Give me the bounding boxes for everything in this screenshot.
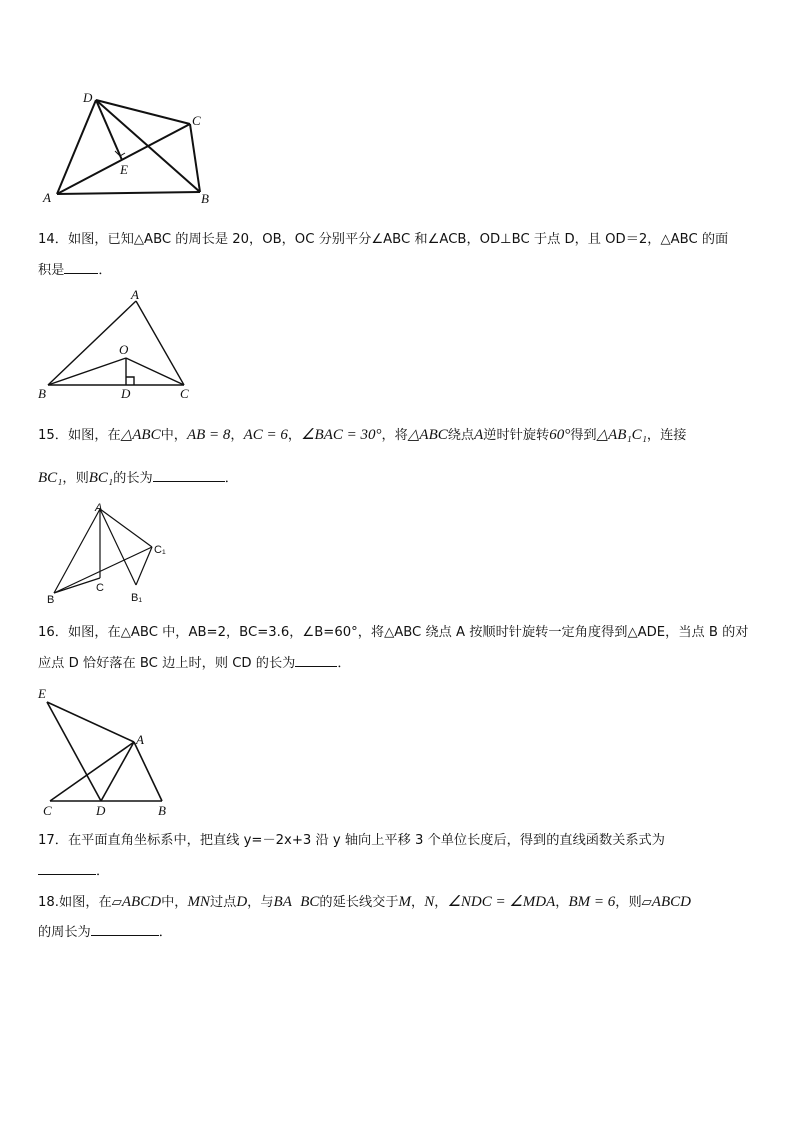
- label-a: A: [131, 287, 139, 302]
- label-c: C: [96, 582, 104, 594]
- label-b: B: [201, 191, 209, 206]
- question-17: [38, 825, 758, 887]
- text: 的长为: [113, 471, 153, 486]
- question-number: 17．: [38, 833, 68, 848]
- question-15: [38, 414, 758, 500]
- math: 60°: [549, 427, 571, 443]
- text: ，: [411, 895, 425, 910]
- text: 逆时针旋转: [483, 428, 550, 443]
- answer-blank[interactable]: [64, 259, 98, 274]
- question-number: 15．: [38, 428, 68, 443]
- text: ，: [555, 895, 569, 910]
- math: BM = 6: [568, 894, 616, 910]
- label-c1: C₁: [154, 544, 166, 556]
- math: AC = 6: [243, 427, 288, 443]
- text: 如图，在: [67, 428, 121, 443]
- math: AB = 8: [186, 427, 231, 443]
- label-e: E: [120, 162, 128, 177]
- math: D: [236, 894, 248, 910]
- text: ，连接: [646, 428, 687, 443]
- label-a: A: [43, 190, 51, 205]
- math: △AB₁C₁: [596, 427, 647, 443]
- label-c: C: [192, 113, 201, 128]
- math: ∠BAC = 30°: [301, 427, 382, 443]
- text: 得到: [570, 428, 597, 443]
- text: ，: [434, 895, 448, 910]
- question-18: [38, 887, 758, 948]
- answer-blank[interactable]: [38, 860, 96, 875]
- label-d: D: [96, 803, 106, 818]
- text: 过点: [209, 895, 237, 910]
- math: BC: [300, 894, 320, 910]
- question-14: [38, 224, 758, 286]
- text: 的延长线交于: [319, 895, 399, 910]
- label-c: C: [180, 386, 189, 401]
- text: ，则: [62, 471, 89, 486]
- label-o: O: [119, 342, 129, 357]
- question-text: 如图，在△ABC 中，AB=2，BC=3.6，∠B=60°，将△ABC 绕点 A 按顺时针旋转一定角度得到△ADE，当点 B 的对: [67, 625, 749, 640]
- text: 中，: [160, 428, 187, 443]
- question-text: 应点 D 恰好落在 BC 边上时，则 CD 的长为: [38, 656, 296, 671]
- question-text: 在平面直角坐标系中，把直线 y=－2x+3 沿 y 轴向上平移 3 个单位长度后，得到的直线函数关系式为: [67, 833, 665, 848]
- figure-triangle-abc-o: [35, 286, 200, 402]
- label-b: B: [158, 803, 166, 818]
- math: BC₁: [38, 470, 63, 486]
- math: M: [398, 894, 412, 910]
- figure-rotation-ade: [34, 684, 184, 820]
- question-16: [38, 617, 758, 679]
- math: △ABC: [407, 427, 448, 443]
- answer-blank[interactable]: [295, 652, 337, 667]
- question-text: 积是: [38, 263, 65, 278]
- math: △ABC: [120, 427, 161, 443]
- label-c: C: [43, 803, 52, 818]
- question-number: 16．: [38, 625, 68, 640]
- text: 中，: [161, 895, 188, 910]
- answer-blank[interactable]: [153, 467, 225, 482]
- math: N: [424, 894, 435, 910]
- text: ，与: [247, 895, 274, 910]
- question-text: 如图，已知△ABC 的周长是 20，OB，OC 分别平分∠ABC 和∠ACB，OD⊥BC 于点 D，且 OD＝2，△ABC 的面: [67, 232, 729, 247]
- answer-blank[interactable]: [91, 921, 159, 936]
- period: ．: [98, 263, 112, 278]
- text: 如图，在▱: [58, 895, 122, 910]
- period: ．: [158, 925, 172, 940]
- text: ，将: [381, 428, 408, 443]
- math: BA: [273, 894, 292, 910]
- math: A: [474, 427, 484, 443]
- text: ，则▱: [615, 895, 652, 910]
- math: BC₁: [88, 470, 114, 486]
- period: ．: [224, 471, 238, 486]
- period: ．: [337, 656, 351, 671]
- text: ，: [230, 428, 244, 443]
- label-d: D: [121, 386, 131, 401]
- period: ．: [96, 864, 110, 879]
- label-b: B: [47, 594, 55, 606]
- label-a: A: [136, 732, 144, 747]
- figure-rotation-abc: [44, 500, 184, 608]
- math: ABCD: [651, 894, 691, 910]
- label-e: E: [38, 686, 46, 701]
- text: 的周长为: [38, 925, 91, 940]
- math: ∠NDC = ∠MDA: [447, 894, 556, 910]
- math: MN: [187, 894, 210, 910]
- question-number: 14．: [38, 232, 68, 247]
- label-d: D: [83, 90, 93, 105]
- text: 绕点: [447, 428, 475, 443]
- text: ，: [287, 428, 302, 443]
- question-number: 18.: [38, 895, 59, 910]
- figure-quadrilateral-abcd: [40, 88, 220, 208]
- label-a: A: [95, 502, 103, 514]
- label-b1: B₁: [131, 592, 143, 604]
- label-b: B: [38, 386, 46, 401]
- math: ABCD: [121, 894, 162, 910]
